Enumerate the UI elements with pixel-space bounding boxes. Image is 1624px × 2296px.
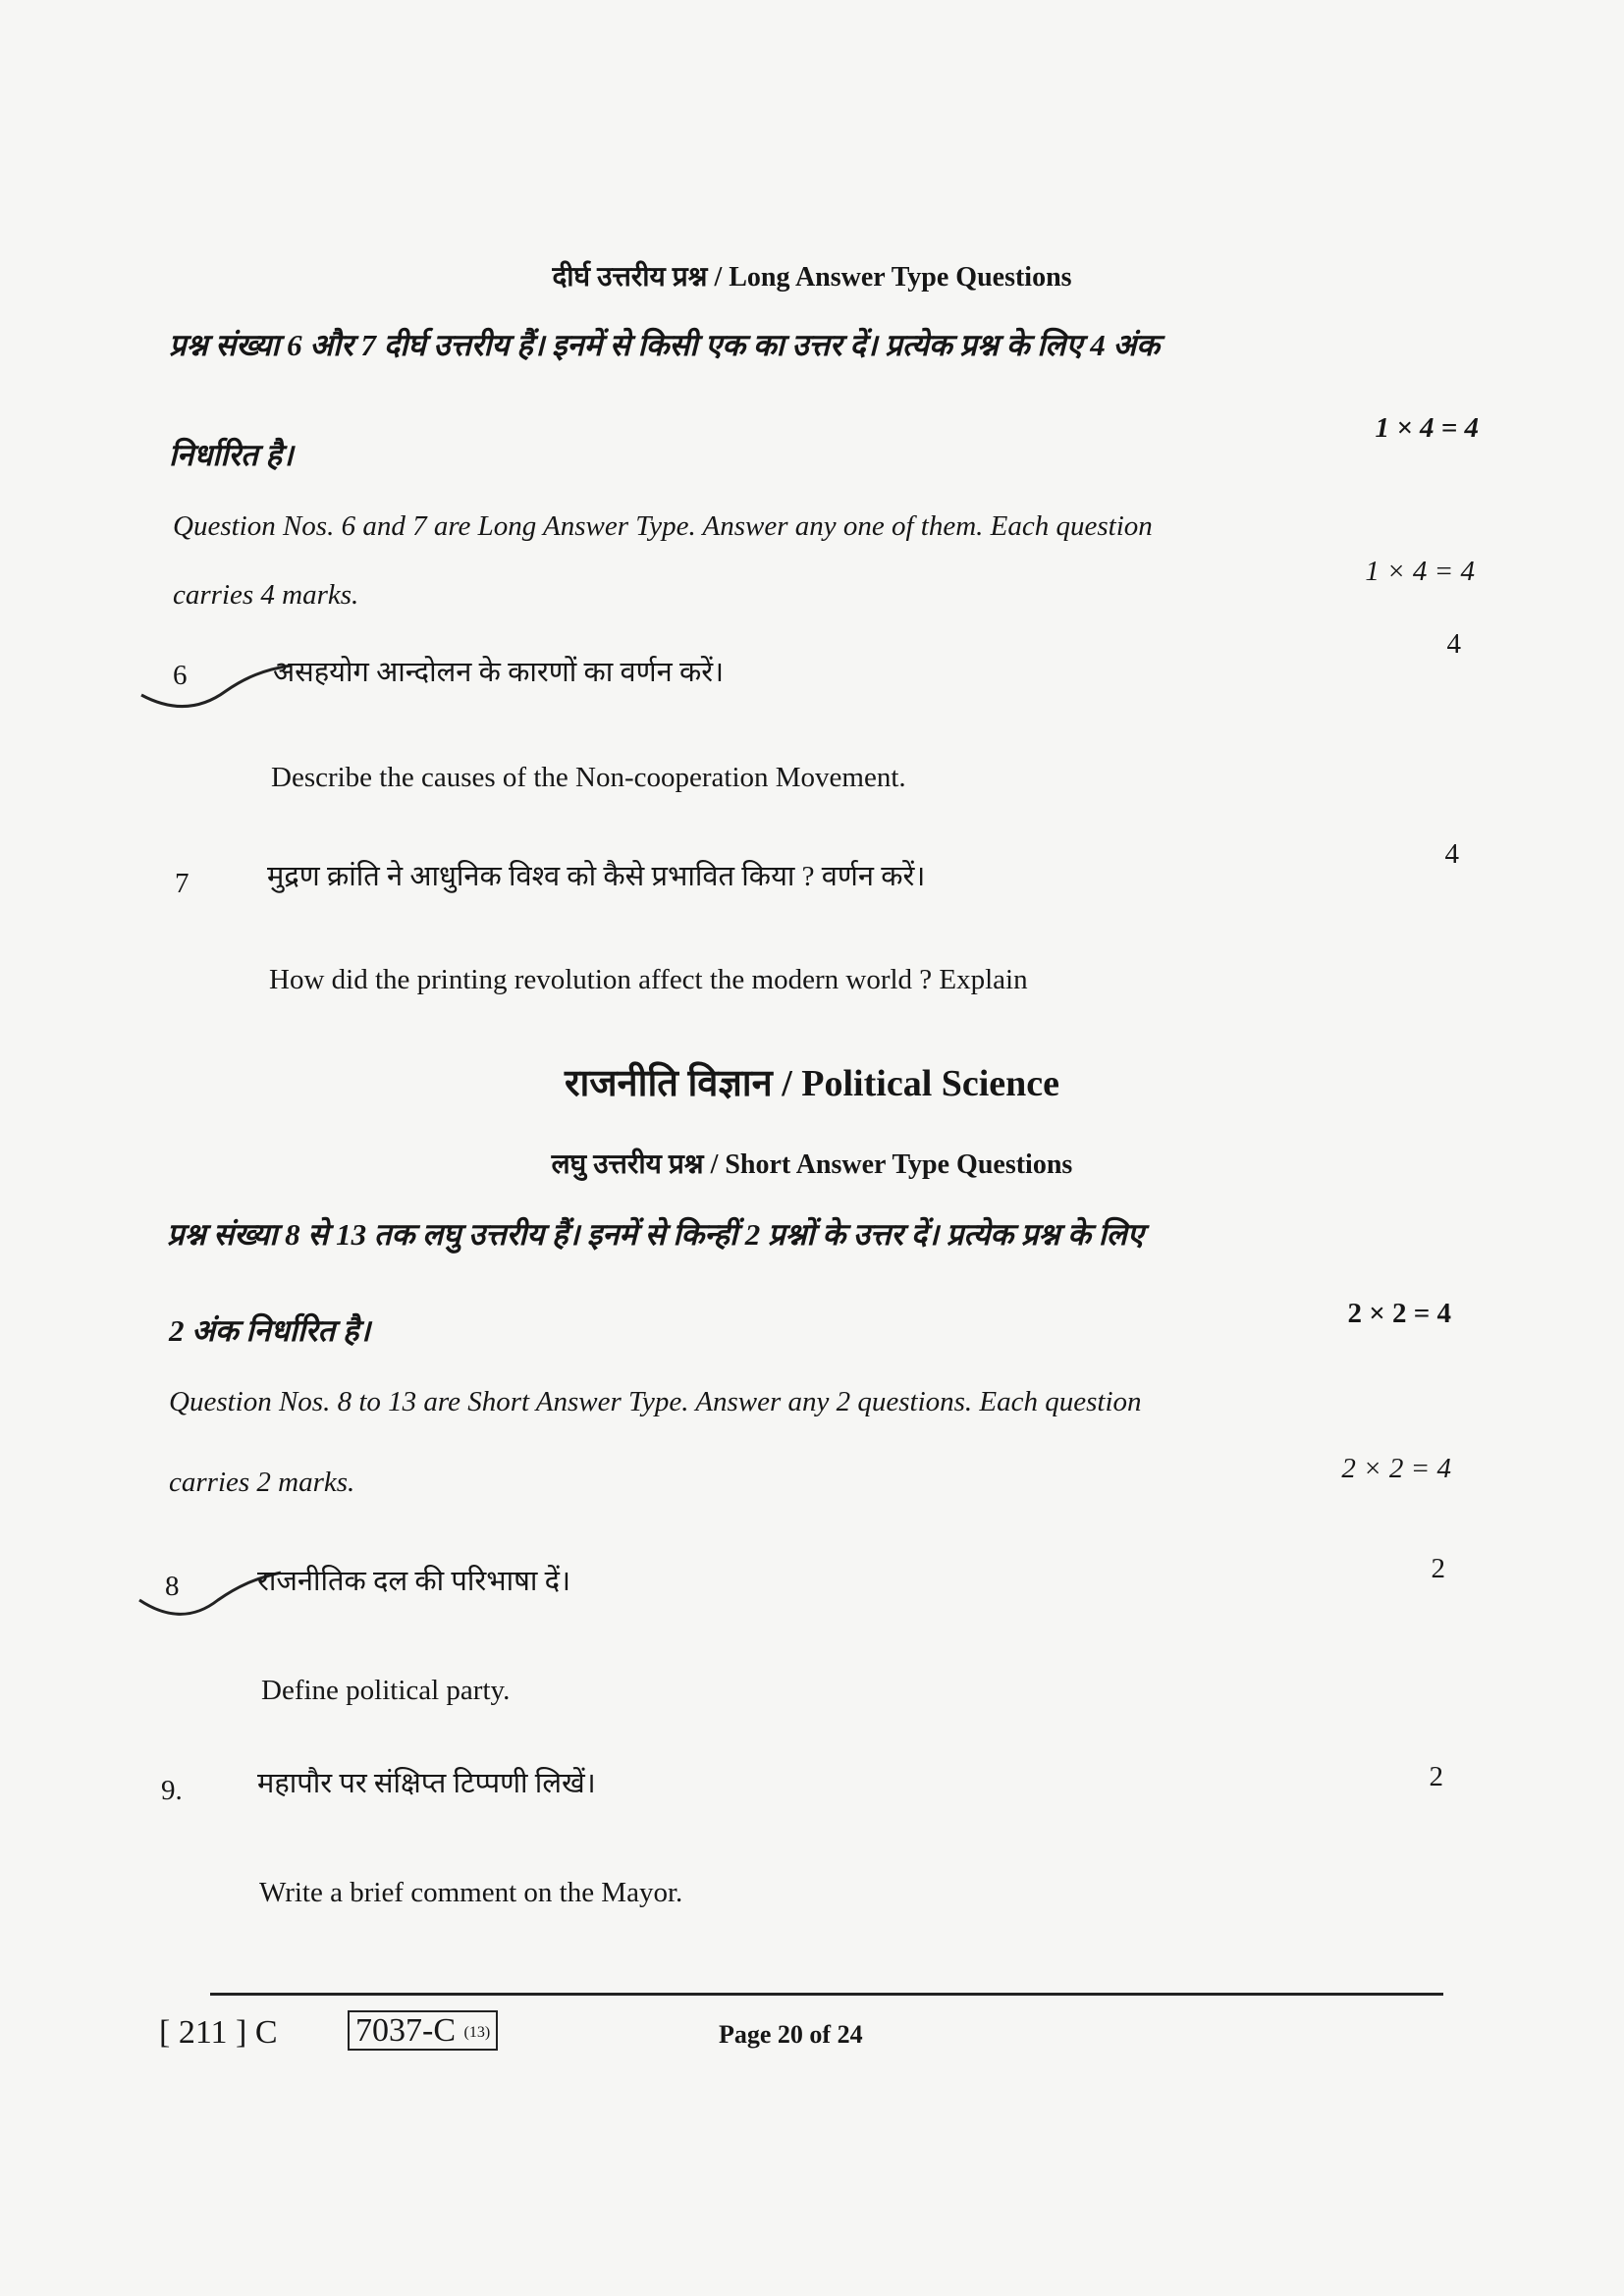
footer-code: [ 211 ] C xyxy=(159,2014,278,2051)
question-6-hindi: असहयोग आन्दोलन के कारणों का वर्णन करें। xyxy=(273,657,725,688)
question-8-hindi: राजनीतिक दल की परिभाषा दें। xyxy=(257,1566,571,1597)
question-number-6: 6 xyxy=(173,660,188,691)
long-answer-heading: दीर्घ उत्तरीय प्रश्न / Long Answer Type Questions xyxy=(552,262,1072,293)
question-number-9: 9. xyxy=(161,1775,183,1806)
question-7-marks: 4 xyxy=(1444,838,1459,870)
question-7-hindi: मुद्रण क्रांति ने आधुनिक विश्व को कैसे प्रभावित किया ? वर्णन करें। xyxy=(267,861,926,892)
paper-code: 7037-C xyxy=(355,2012,456,2049)
question-9-marks: 2 xyxy=(1429,1761,1443,1792)
short-answer-instruction-hindi-line1: प्रश्न संख्या 8 से 13 तक लघु उत्तरीय हैं। इनमें से किन्हीं 2 प्रश्नों के उत्तर दें। प्रत्येक प्रश्न के लिए xyxy=(167,1217,1144,1252)
short-answer-heading: लघु उत्तरीय प्रश्न / Short Answer Type Questions xyxy=(551,1149,1073,1180)
long-answer-instruction-english-line1: Question Nos. 6 and 7 are Long Answer Type. Answer any one of them. Each question xyxy=(173,510,1153,542)
question-8-marks: 2 xyxy=(1431,1553,1445,1584)
long-answer-marks-formula-hindi: 1 × 4 = 4 xyxy=(1375,412,1479,444)
short-answer-instruction-english-line2: carries 2 marks. xyxy=(169,1467,355,1498)
pen-tick-mark xyxy=(137,648,295,717)
short-answer-instruction-english-line1: Question Nos. 8 to 13 are Short Answer Type. Answer any 2 questions. Each question xyxy=(169,1386,1142,1417)
long-answer-instruction-english-line2: carries 4 marks. xyxy=(173,579,359,611)
long-answer-marks-formula-english: 1 × 4 = 4 xyxy=(1365,556,1475,587)
page-number: Page 20 of 24 xyxy=(719,2020,863,2049)
question-6-marks: 4 xyxy=(1446,628,1461,660)
short-answer-marks-formula-hindi: 2 × 2 = 4 xyxy=(1347,1298,1451,1329)
long-answer-instruction-hindi-line1: प्रश्न संख्या 6 और 7 दीर्घ उत्तरीय हैं। इनमें से किसी एक का उत्तर दें। प्रत्येक प्रश्न के लिए 4 अंक xyxy=(169,328,1160,362)
question-8-english: Define political party. xyxy=(261,1675,511,1706)
question-6-english: Describe the causes of the Non-cooperation Movement. xyxy=(271,762,906,793)
question-9-english: Write a brief comment on the Mayor. xyxy=(259,1877,683,1908)
long-answer-instruction-hindi-line2: निर्धारित है। xyxy=(169,438,294,472)
short-answer-marks-formula-english: 2 × 2 = 4 xyxy=(1341,1453,1451,1484)
paper-code-suffix: (13) xyxy=(463,2024,491,2042)
question-9-hindi: महापौर पर संक्षिप्त टिप्पणी लिखें। xyxy=(257,1768,596,1799)
question-7-english: How did the printing revolution affect the modern world ? Explain xyxy=(269,964,1028,995)
political-science-title: राजनीति विज्ञान / Political Science xyxy=(564,1063,1060,1104)
short-answer-instruction-hindi-line2: 2 अंक निर्धारित है। xyxy=(169,1313,371,1348)
question-number-7: 7 xyxy=(175,868,189,899)
footer-rule xyxy=(210,1993,1443,1996)
question-number-8: 8 xyxy=(165,1571,180,1602)
paper-code-box xyxy=(348,2012,498,2050)
